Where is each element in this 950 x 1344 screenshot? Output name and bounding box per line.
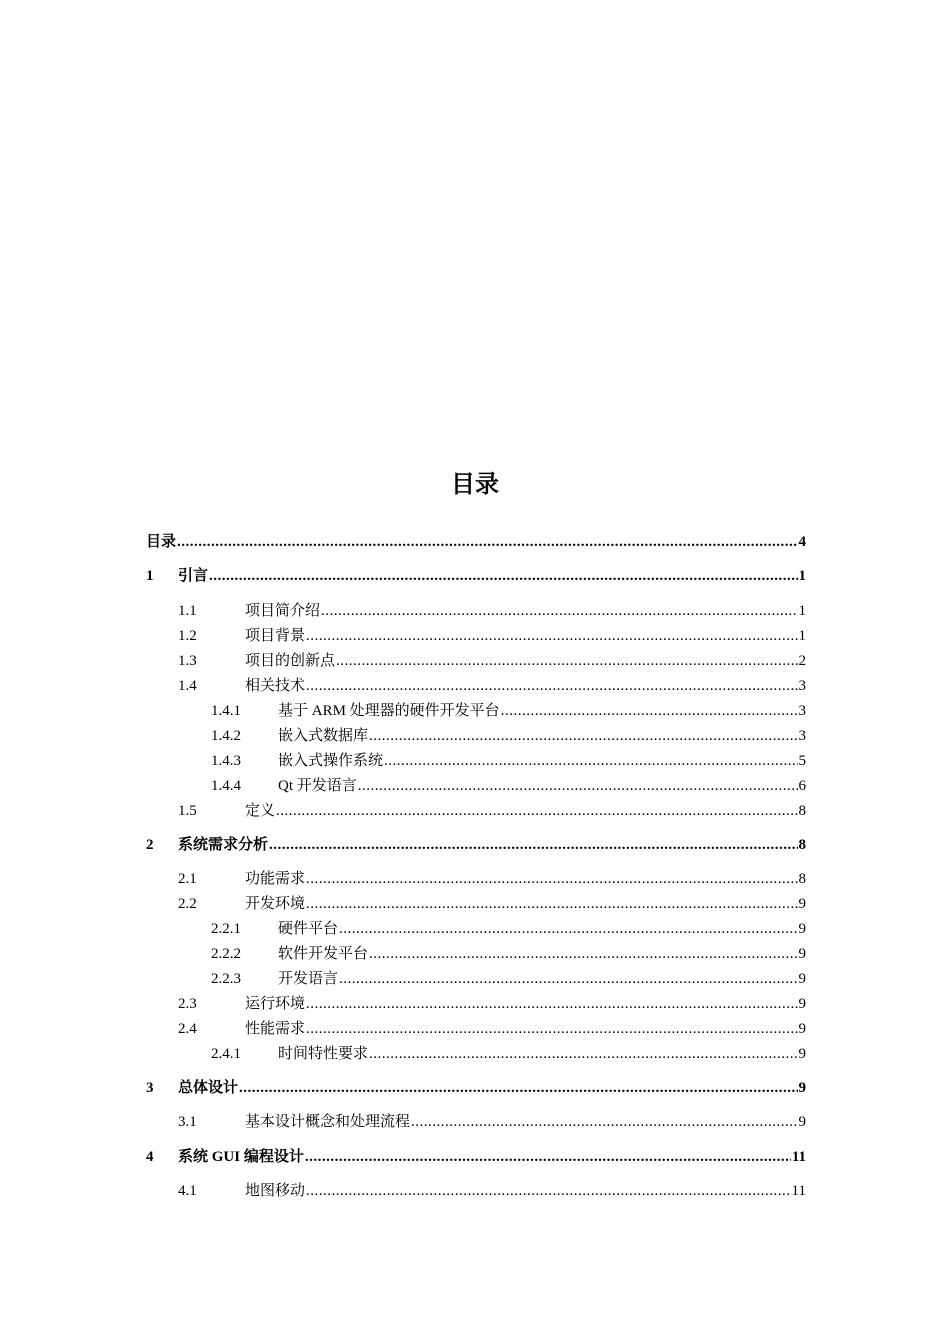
toc-leader-dots — [369, 1043, 797, 1065]
toc-entry-label: 嵌入式操作系统 — [278, 753, 384, 769]
toc-leader-dots — [369, 943, 797, 965]
toc-entry-page: 11 — [791, 1149, 806, 1165]
toc-leader-dots — [306, 1180, 791, 1202]
toc-leader-dots — [306, 675, 797, 697]
toc-entry-label: 时间特性要求 — [278, 1046, 369, 1062]
toc-leader-dots — [321, 600, 797, 622]
toc-leader-dots — [339, 918, 797, 940]
toc-entry[interactable] — [146, 968, 806, 990]
toc-entry-label: 嵌入式数据库 — [278, 728, 369, 744]
toc-entry-label: 引言 — [178, 568, 209, 584]
toc-entry-page: 8 — [798, 803, 806, 819]
toc-entry[interactable] — [146, 565, 806, 587]
toc-leader-dots — [276, 800, 797, 822]
toc-entry[interactable] — [146, 918, 806, 940]
toc-entry-number: 4.1 — [178, 1183, 197, 1199]
toc-leader-dots — [384, 750, 797, 772]
toc-leader-dots — [358, 775, 798, 797]
toc-entry[interactable] — [146, 893, 806, 915]
toc-leader-dots — [501, 700, 798, 722]
toc-entry-label: 系统 GUI 编程设计 — [178, 1149, 304, 1165]
toc-entry-number: 2.4 — [178, 1021, 197, 1037]
toc-leader-dots — [339, 968, 797, 990]
toc-leader-dots — [209, 565, 797, 587]
toc-entry-number: 2.1 — [178, 871, 197, 887]
toc-entry[interactable] — [146, 531, 806, 553]
toc-leader-dots — [306, 625, 797, 647]
toc-entry-page: 3 — [798, 703, 806, 719]
toc-entry[interactable] — [146, 750, 806, 772]
toc-entry-page: 5 — [798, 753, 806, 769]
toc-entry-page: 11 — [791, 1183, 806, 1199]
toc-entry-number: 2.2 — [178, 896, 197, 912]
toc-entry-label: 基于 ARM 处理器的硬件开发平台 — [278, 703, 500, 719]
toc-entry-page: 9 — [798, 996, 806, 1012]
toc-leader-dots — [305, 1146, 791, 1168]
toc-entry-page: 3 — [798, 728, 806, 744]
toc-entry-label: 项目背景 — [245, 628, 306, 644]
toc-entry-label: 基本设计概念和处理流程 — [245, 1114, 411, 1130]
toc-entry-label: 软件开发平台 — [278, 946, 369, 962]
toc-entry[interactable] — [146, 800, 806, 822]
toc-leader-dots — [306, 993, 797, 1015]
toc-entry-label: 开发环境 — [245, 896, 306, 912]
toc-entry-number: 4 — [146, 1149, 154, 1165]
toc-entry[interactable] — [146, 868, 806, 890]
toc-entry-label: 项目简介绍 — [245, 603, 321, 619]
toc-entry-label: 总体设计 — [178, 1080, 239, 1096]
toc-leader-dots — [306, 1018, 797, 1040]
toc-leader-dots — [411, 1111, 797, 1133]
toc-entry-number: 2.2.3 — [211, 971, 241, 987]
toc-entry-page: 1 — [798, 603, 806, 619]
toc-entry[interactable] — [146, 1077, 806, 1099]
toc-entry-label: 功能需求 — [245, 871, 306, 887]
toc-entry[interactable] — [146, 943, 806, 965]
toc-entry-number: 1.4.1 — [211, 703, 241, 719]
toc-entry-number: 1.4.4 — [211, 778, 241, 794]
toc-entry-page: 9 — [798, 896, 806, 912]
toc-entry-page: 8 — [798, 871, 806, 887]
toc-entry-label: 项目的创新点 — [245, 653, 336, 669]
toc-entry-number: 3 — [146, 1080, 154, 1096]
page-title: 目录 — [451, 470, 499, 498]
toc-entry-label: 定义 — [245, 803, 276, 819]
toc-entry[interactable] — [146, 834, 806, 856]
toc-entry-page: 9 — [798, 1021, 806, 1037]
toc-entry[interactable] — [146, 1018, 806, 1040]
toc-leader-dots — [369, 725, 797, 747]
toc-entry[interactable] — [146, 775, 806, 797]
toc-entry-number: 2.2.1 — [211, 921, 241, 937]
toc-entry[interactable] — [146, 600, 806, 622]
toc-entry[interactable] — [146, 725, 806, 747]
toc-entry-number: 1.4.3 — [211, 753, 241, 769]
toc-entry-number: 1.4 — [178, 678, 197, 694]
toc-entry-number: 1.2 — [178, 628, 197, 644]
toc-entry-number: 2 — [146, 837, 154, 853]
toc-entry-label: 系统需求分析 — [178, 837, 269, 853]
toc-entry-page: 9 — [798, 946, 806, 962]
toc-entry[interactable] — [146, 625, 806, 647]
toc-entry-page: 9 — [798, 1046, 806, 1062]
toc-entry-page: 9 — [798, 921, 806, 937]
toc-entry-page: 9 — [798, 1114, 806, 1130]
toc-entry-number: 2.2.2 — [211, 946, 241, 962]
toc-entry-label: Qt 开发语言 — [278, 778, 357, 794]
toc-entry-number: 1 — [146, 568, 154, 584]
toc-entry[interactable] — [146, 993, 806, 1015]
toc-leader-dots — [239, 1077, 797, 1099]
toc-entry[interactable] — [146, 650, 806, 672]
toc-entry-label: 地图移动 — [245, 1183, 306, 1199]
toc-leader-dots — [269, 834, 797, 856]
toc-entry-label: 硬件平台 — [278, 921, 339, 937]
toc-entry[interactable] — [146, 1043, 806, 1065]
toc-entry-page: 6 — [798, 778, 806, 794]
toc-entry-page: 9 — [798, 1080, 806, 1096]
toc-entry-number: 1.1 — [178, 603, 197, 619]
toc-entry-page: 4 — [798, 534, 806, 550]
toc-entry-label: 目录 — [146, 534, 177, 550]
toc-entry-number: 1.5 — [178, 803, 197, 819]
toc-entry-label: 相关技术 — [245, 678, 306, 694]
toc-entry-page: 3 — [798, 678, 806, 694]
toc-entry-page: 2 — [798, 653, 806, 669]
toc-entry[interactable] — [146, 1180, 806, 1202]
toc-entry-page: 9 — [798, 971, 806, 987]
toc-entry-page: 1 — [798, 628, 806, 644]
toc-entry-label: 开发语言 — [278, 971, 339, 987]
toc-entry[interactable] — [146, 1111, 806, 1133]
toc-entry[interactable] — [146, 675, 806, 697]
toc-leader-dots — [306, 893, 797, 915]
toc-leader-dots — [306, 868, 797, 890]
toc-leader-dots — [177, 531, 797, 553]
toc-entry-page: 8 — [798, 837, 806, 853]
toc-entry-label: 运行环境 — [245, 996, 306, 1012]
toc-leader-dots — [336, 650, 797, 672]
toc-entry-number: 1.3 — [178, 653, 197, 669]
toc-entry[interactable] — [146, 700, 806, 722]
toc-entry[interactable] — [146, 1146, 806, 1168]
toc-entry-number: 2.3 — [178, 996, 197, 1012]
toc-entry-number: 3.1 — [178, 1114, 197, 1130]
toc-entry-page: 1 — [798, 568, 806, 584]
toc-entry-number: 2.4.1 — [211, 1046, 241, 1062]
toc-entry-number: 1.4.2 — [211, 728, 241, 744]
toc-entry-label: 性能需求 — [245, 1021, 306, 1037]
